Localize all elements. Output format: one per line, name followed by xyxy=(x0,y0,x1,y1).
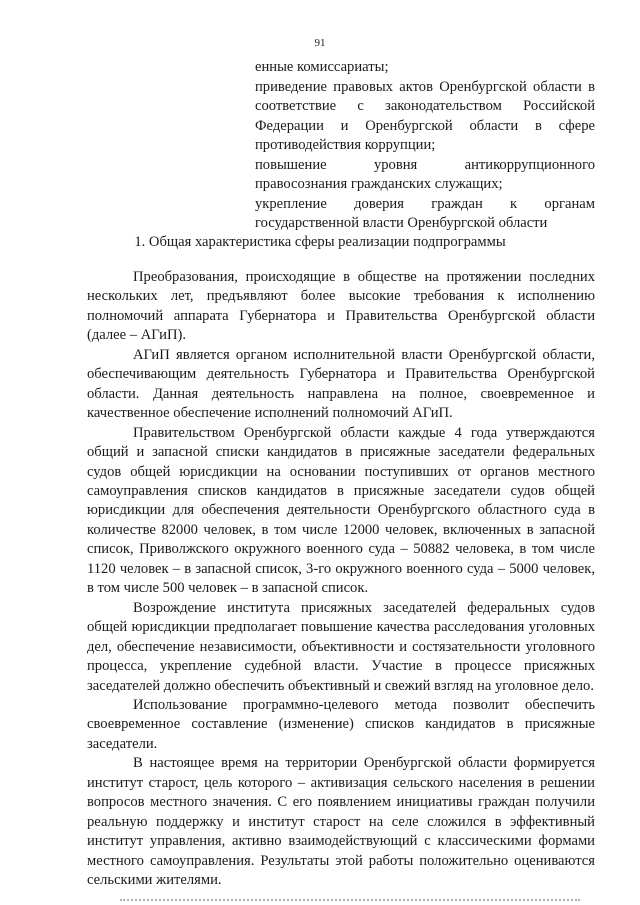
list-item: приведение правовых актов Оренбургской области в соответствие с законодательством Российской Федерации и Оренбургской области в сфере противодействия коррупции; xyxy=(255,78,595,153)
paragraph: АГиП является органом исполнительной власти Оренбургской области, обеспечивающим деятельность Губернатора и Правительства Оренбургской области. Данная деятельность направлена на полное, своевременное и качественное обеспечение исполнений полномочий АГиП. xyxy=(87,346,595,422)
page-number: 91 xyxy=(314,37,326,49)
paragraph: Преобразования, происходящие в обществе на протяжении последних нескольких лет, предъявляют более высокие требования к исполнению полномочий аппарата Губернатора и Правительства Оренбургской области (далее – АГиП). xyxy=(87,269,595,344)
section-heading: 1. Общая характеристика сферы реализации подпрограммы xyxy=(134,234,506,250)
paragraph: Возрождение института присяжных заседателей федеральных судов общей юрисдикции предполагает повышение качества расследования уголовных дел, обеспечение независимости, объективности и состязательности уголовного процесса, укрепление судебной власти. Участие в процессе присяжных заседателей должно обеспечить объективный и свежий взгляд на уголовное дело. xyxy=(87,599,595,694)
paragraph: Правительством Оренбургской области каждые 4 года утверждаются общий и запасной списки кандидатов в присяжные заседатели федеральных судов общей юрисдикции на основании поступивших от органов местного самоуправления списков кандидатов в присяжные заседатели судов общей юрисдикции для обеспечения деятельности Оренбургского областного суда в количестве 82000 человек, в том числе 12000 человек, включенных в запасной список, Приволжского окружного военного суда – 50882 человека, в том числе 1120 человек – в запасной список, 3-го окружного военного суда – 5000 человек, в том числе 500 человек – в запасной список. xyxy=(87,424,595,597)
paragraph: Использование программно-целевого метода позволит обеспечить своевременное составление (изменение) списков кандидатов в присяжные заседатели. xyxy=(87,696,595,752)
list-item: укрепление доверия граждан к органам государственной власти Оренбургской области xyxy=(255,195,595,231)
paragraph: В настоящее время на территории Оренбургской области формируется институт старост, цель которого – активизация сельского населения в решении вопросов местного значения. С его появлением инициативы граждан получили реальную поддержку и институт старост на селе сложился в эффективный институт управления, активно взаимодействующий с классическими формами местного самоуправления. Результаты этой работы положительно оцениваются сельскими жителями. xyxy=(87,755,595,889)
list-item: енные комиссариаты; xyxy=(255,59,389,75)
list-item: повышение уровня антикоррупционного правосознания гражданских служащих; xyxy=(255,156,595,192)
goals-list xyxy=(255,58,595,234)
scan-edge-artifact xyxy=(120,899,580,904)
body-text xyxy=(87,268,595,891)
